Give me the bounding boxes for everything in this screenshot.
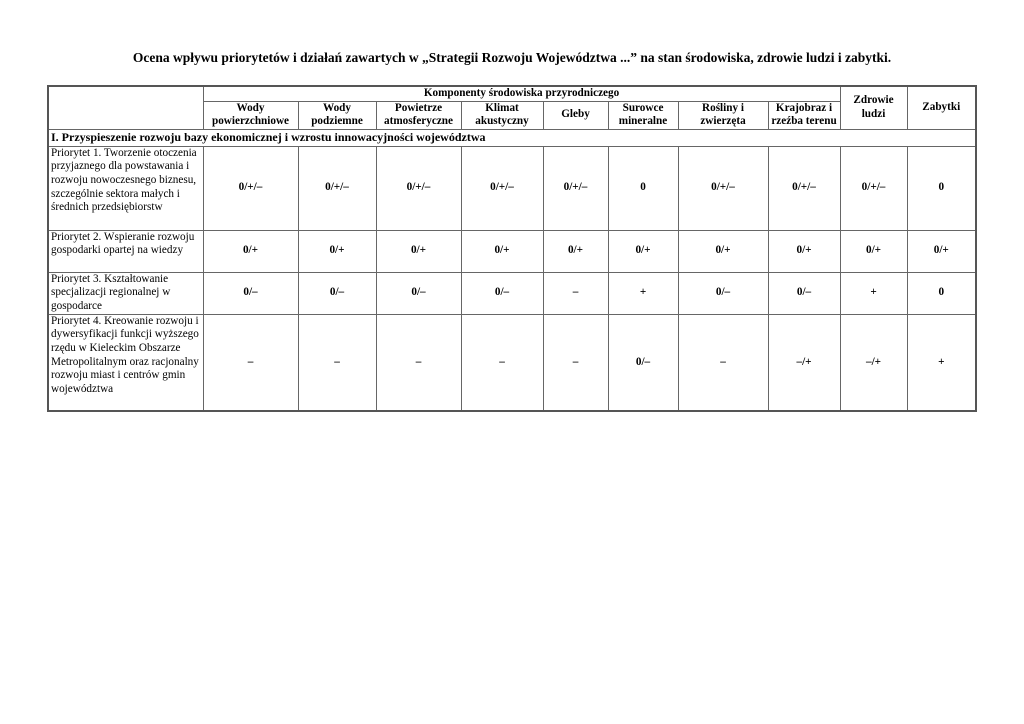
impact-cell: 0/– xyxy=(768,272,840,314)
impact-assessment-table xyxy=(47,85,977,412)
column-header: Krajobraz i rzeźba terenu xyxy=(768,101,840,129)
impact-cell: 0/– xyxy=(678,272,768,314)
impact-cell: 0/– xyxy=(608,314,678,411)
impact-cell: 0/– xyxy=(376,272,461,314)
column-header: Wody podziemne xyxy=(298,101,376,129)
column-header: Rośliny i zwierzęta xyxy=(678,101,768,129)
header-row-group xyxy=(48,86,976,101)
table-row xyxy=(48,272,976,314)
priority-label: Priorytet 4. Kreowanie rozwoju i dywersyfikacji funkcji wyższego rzędu w Kieleckim Obszarze Metropolitalnym oraz racjonalny rozwoju miast i centrów gmin województwa xyxy=(48,314,203,411)
column-header: Gleby xyxy=(543,101,608,129)
impact-cell: 0/+/– xyxy=(298,146,376,230)
health-header-cell: Zdrowie ludzi xyxy=(840,86,907,129)
table-row xyxy=(48,146,976,230)
column-header: Klimat akustyczny xyxy=(461,101,543,129)
impact-cell: – xyxy=(376,314,461,411)
impact-cell: 0/– xyxy=(298,272,376,314)
impact-cell: 0/+ xyxy=(461,230,543,272)
impact-cell: 0/+/– xyxy=(678,146,768,230)
page-title: Ocena wpływu priorytetów i działań zawartych w „Strategii Rozwoju Województwa ...” na stan środowiska, zdrowie ludzi i zabytki. xyxy=(132,50,892,65)
impact-cell: + xyxy=(907,314,976,411)
table-row xyxy=(48,230,976,272)
impact-cell: 0/+ xyxy=(298,230,376,272)
priority-label: Priorytet 3. Kształtowanie specjalizacji regionalnej w gospodarce xyxy=(48,272,203,314)
impact-cell: – xyxy=(678,314,768,411)
impact-cell: 0/+ xyxy=(840,230,907,272)
impact-cell: 0/+ xyxy=(543,230,608,272)
monuments-header-cell: Zabytki xyxy=(907,86,976,129)
impact-cell: 0/+/– xyxy=(543,146,608,230)
impact-cell: – xyxy=(203,314,298,411)
column-header: Surowce mineralne xyxy=(608,101,678,129)
impact-cell: 0/+/– xyxy=(203,146,298,230)
impact-cell: 0/+ xyxy=(608,230,678,272)
impact-cell: – xyxy=(298,314,376,411)
section-heading: I. Przyspieszenie rozwoju bazy ekonomicznej i wzrostu innowacyjności województwa xyxy=(48,129,976,146)
impact-cell: –/+ xyxy=(768,314,840,411)
column-header: Wody powierzchniowe xyxy=(203,101,298,129)
column-header: Powietrze atmosferyczne xyxy=(376,101,461,129)
impact-cell: 0 xyxy=(907,272,976,314)
impact-cell: + xyxy=(608,272,678,314)
impact-cell: 0/+/– xyxy=(768,146,840,230)
impact-cell: 0/+ xyxy=(203,230,298,272)
impact-cell: 0/+ xyxy=(678,230,768,272)
table-row xyxy=(48,314,976,411)
corner-cell xyxy=(48,86,203,129)
section-row xyxy=(48,129,976,146)
impact-cell: – xyxy=(543,314,608,411)
impact-cell: 0/+ xyxy=(907,230,976,272)
impact-cell: + xyxy=(840,272,907,314)
impact-cell: 0/+ xyxy=(376,230,461,272)
group-header-cell: Komponenty środowiska przyrodniczego xyxy=(203,86,840,101)
impact-cell: 0/+/– xyxy=(461,146,543,230)
impact-cell: – xyxy=(461,314,543,411)
impact-cell: 0/+/– xyxy=(376,146,461,230)
priority-label: Priorytet 1. Tworzenie otoczenia przyjaznego dla powstawania i rozwoju nowoczesnego biznesu, szczególnie sektora małych i średnich przedsiębiorstw xyxy=(48,146,203,230)
impact-cell: – xyxy=(543,272,608,314)
impact-cell: 0/+/– xyxy=(840,146,907,230)
impact-cell: 0/– xyxy=(461,272,543,314)
impact-cell: 0/+ xyxy=(768,230,840,272)
impact-cell: 0 xyxy=(608,146,678,230)
impact-cell: 0 xyxy=(907,146,976,230)
priority-label: Priorytet 2. Wspieranie rozwoju gospodarki opartej na wiedzy xyxy=(48,230,203,272)
impact-cell: –/+ xyxy=(840,314,907,411)
impact-cell: 0/– xyxy=(203,272,298,314)
